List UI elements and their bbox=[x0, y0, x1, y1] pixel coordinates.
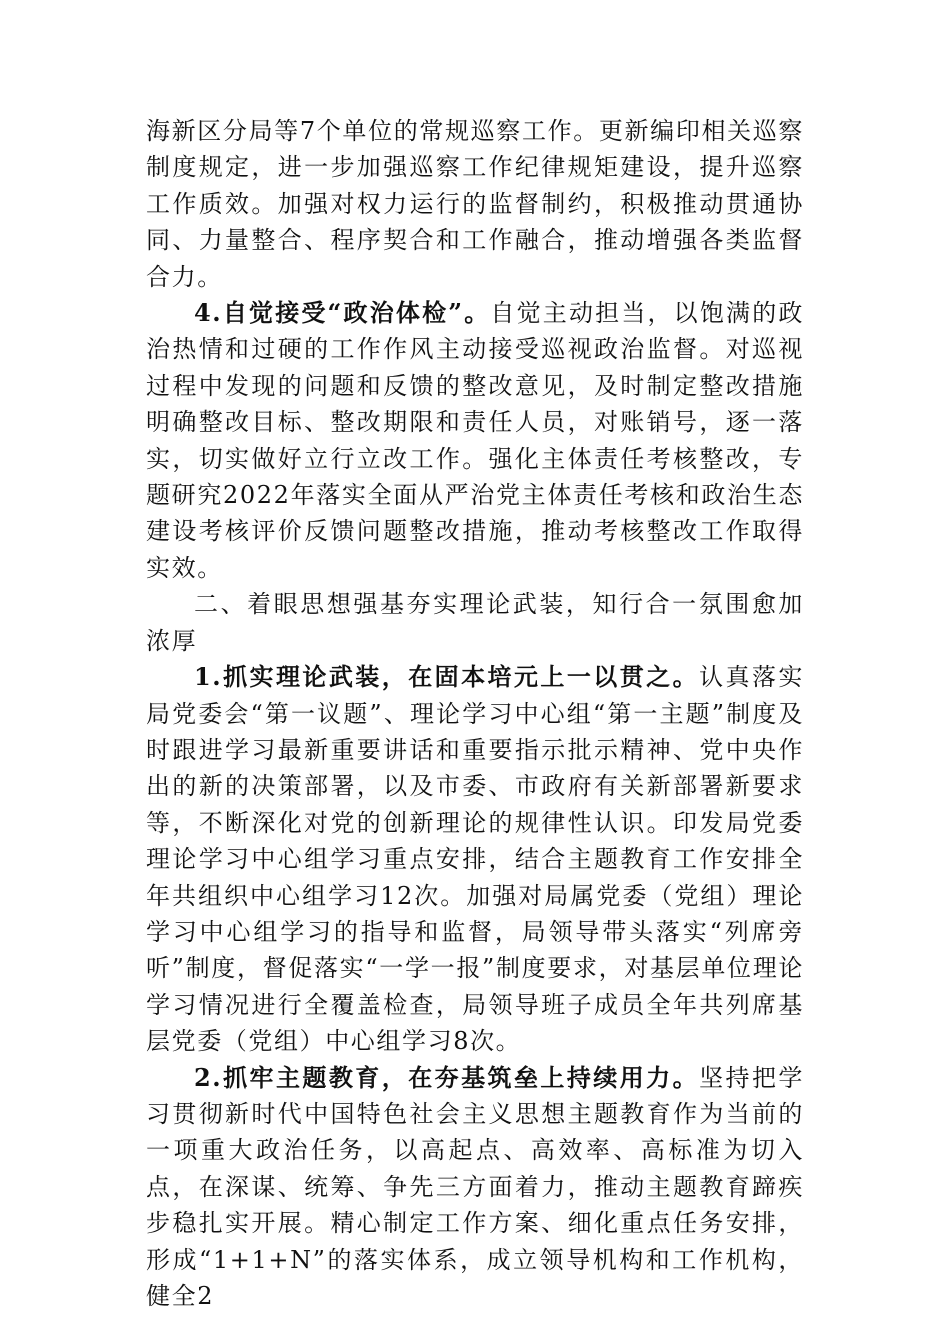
paragraph-item-4 bbox=[146, 295, 804, 586]
paragraph-text: 自觉主动担当，以饱满的政治热情和过硬的工作作风主动接受巡视政治监督。对巡视过程中发现的问题和反馈的整改意见，及时制定整改措施明确整改目标、整改期限和责任人员，对账销号，逐一落实，切实做好立行立改工作。强化主体责任考核整改，专题研究2022年落实全面从严治党主体责任考核和政治生态建设考核评价反馈问题整改措施，推动考核整改工作取得实效。 bbox=[146, 299, 804, 582]
paragraph-lead: 2.抓牢主题教育，在夯基筑垒上持续用力。 bbox=[194, 1062, 700, 1092]
paragraph-text: 认真落实局党委会“第一议题”、理论学习中心组“第一主题”制度及时跟进学习最新重要讲话和重要指示批示精神、党中央作出的新的决策部署，以及市委、市政府有关新部署新要求等，不断深化对党的创新理论的规律性认识。印发局党委理论学习中心组学习重点安排，结合主题教育工作安排全年共组织中心组学习12次。加强对局属党委（党组）理论学习中心组学习的指导和监督，局领导带头落实“列席旁听”制度，督促落实“一学一报”制度要求，对基层单位理论学习情况进行全覆盖检查，局领导班子成员全年共列席基层党委（党组）中心组学习8次。 bbox=[146, 663, 804, 1056]
section-heading-text: 二、着眼思想强基夯实理论武装，知行合一氛围愈加浓厚 bbox=[146, 590, 804, 655]
section-heading bbox=[146, 586, 804, 659]
paragraph-lead: 4.自觉接受“政治体检”。 bbox=[194, 298, 491, 328]
document-page bbox=[146, 113, 804, 1314]
paragraph-lead: 1.抓实理论武装，在固本培元上一以贯之。 bbox=[194, 662, 700, 692]
paragraph-item-2 bbox=[146, 1060, 804, 1315]
paragraph-continuation bbox=[146, 113, 804, 295]
paragraph-item-1 bbox=[146, 659, 804, 1059]
paragraph-text: 海新区分局等7个单位的常规巡察工作。更新编印相关巡察制度规定，进一步加强巡察工作纪律规矩建设，提升巡察工作质效。加强对权力运行的监督制约，积极推动贯通协同、力量整合、程序契合和工作融合，推动增强各类监督合力。 bbox=[146, 117, 804, 291]
paragraph-text: 坚持把学习贯彻新时代中国特色社会主义思想主题教育作为当前的一项重大政治任务，以高起点、高效率、高标准为切入点，在深谋、统筹、争先三方面着力，推动主题教育蹄疾步稳扎实开展。精心制定工作方案、细化重点任务安排，形成“1+1+N”的落实体系，成立领导机构和工作机构，健全2 bbox=[146, 1063, 804, 1310]
